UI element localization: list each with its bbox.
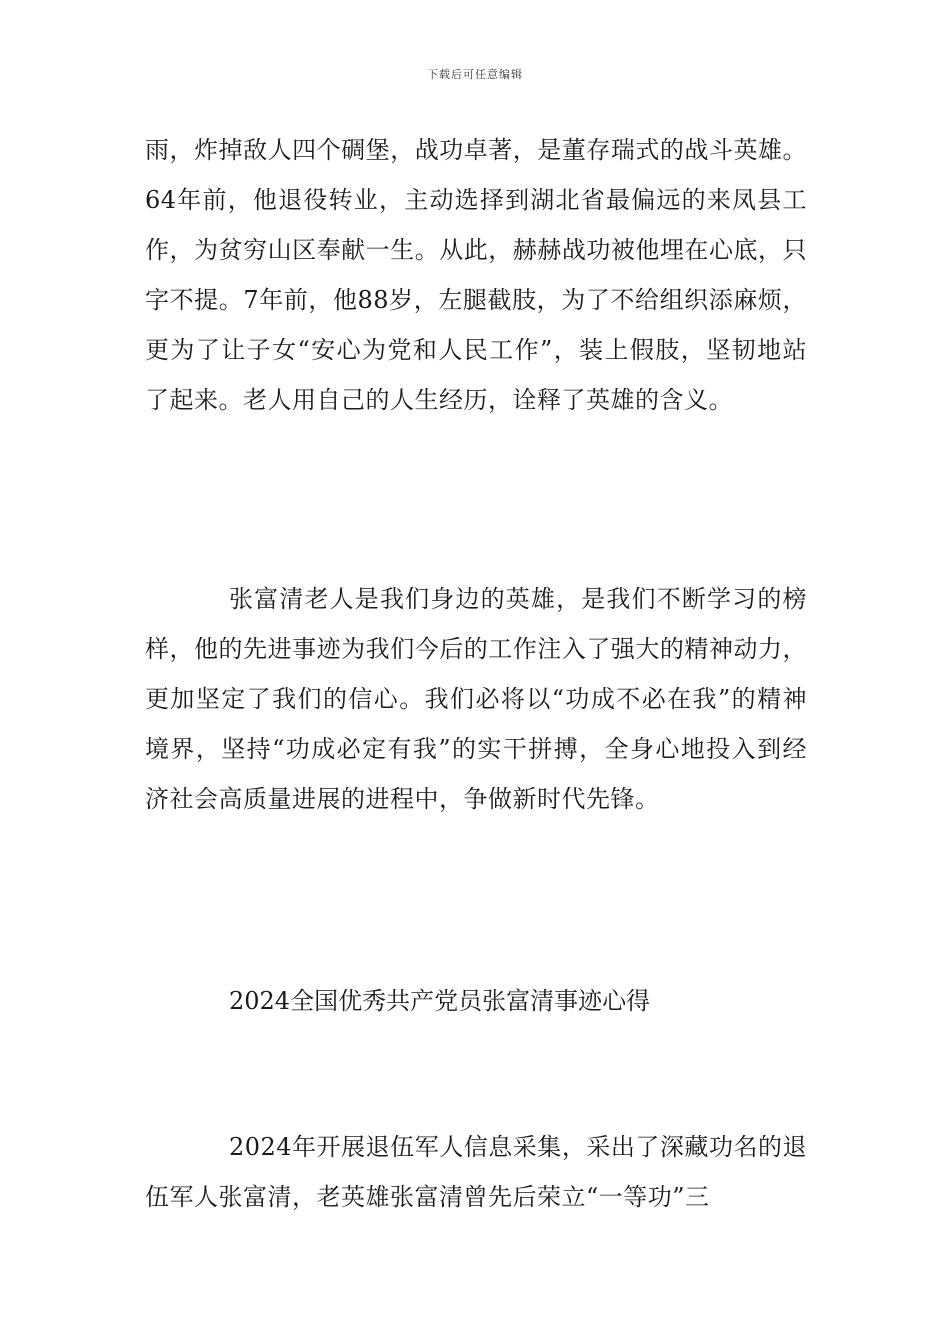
body-paragraph: 雨，炸掉敌人四个碉堡，战功卓著，是董存瑞式的战斗英雄。64年前，他退役转业，主动选择到湖北省最偏远的来凤县工作，为贫穷山区奉献一生。从此，赫赫战功被他埋在心底，只字不提。7年前，他88岁，左腿截肢，为了不给组织添麻烦，更为了让子女“安心为党和人民工作”，装上假肢，坚韧地站了起来。老人用自己的人生经历，诠释了英雄的含义。 xyxy=(145,136,807,414)
body-paragraph: 张富清老人是我们身边的英雄，是我们不断学习的榜样，他的先进事迹为我们今后的工作注入了强大的精神动力，更加坚定了我们的信心。我们必将以“功成不必在我”的精神境界，坚持“功成必定有我”的实干拼搏，全身心地投入到经济社会高质量进展的进程中，争做新时代先锋。 xyxy=(145,585,807,813)
body-paragraph: 2024年开展退伍军人信息采集，采出了深藏功名的退伍军人张富清，老英雄张富清曾先后荣立“一等功”三 xyxy=(145,1133,807,1211)
section-title: 2024全国优秀共产党员张富清事迹心得 xyxy=(229,987,651,1015)
page-header-note: 下载后可任意编辑 xyxy=(427,68,523,81)
